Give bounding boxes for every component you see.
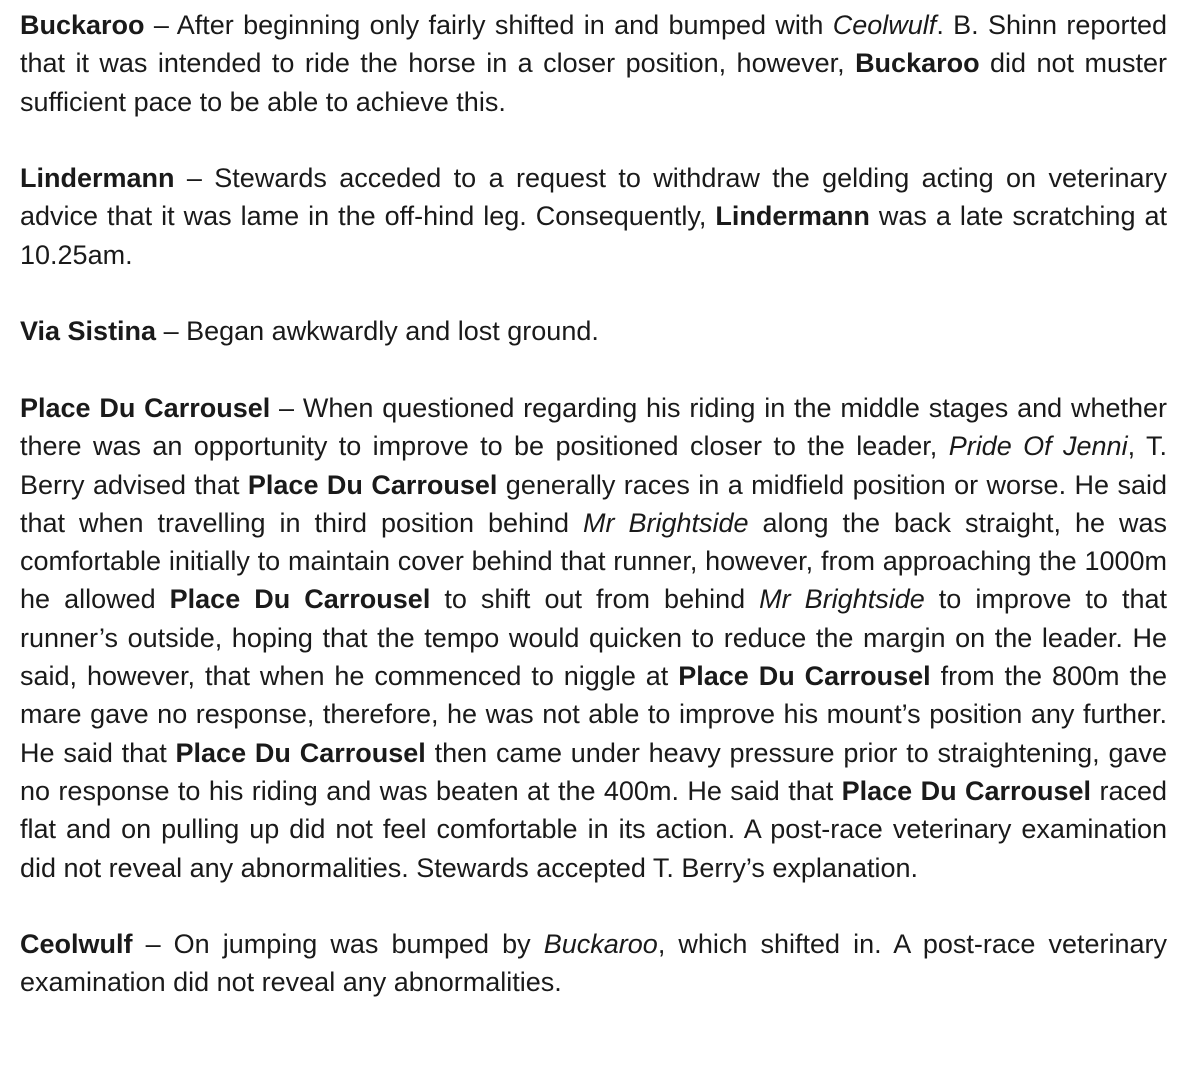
- horse-name: Buckaroo: [855, 48, 980, 79]
- report-text: – After beginning only fairly shifted in and bumped with: [144, 10, 833, 40]
- horse-name: Place Du Carrousel: [841, 775, 1092, 806]
- horse-name: Lindermann: [20, 163, 175, 194]
- paragraph-buckaroo: [20, 6, 1167, 121]
- report-text: from the 800m the mare gave no response, therefore, he was not able to improve his mount’s position any further. He said that: [20, 661, 1167, 768]
- horse-name: Lindermann: [715, 201, 870, 232]
- horse-name: Place Du Carrousel: [20, 392, 271, 423]
- report-text: – Stewards acceded to a request to withdraw the gelding acting on veterinary advice that it was lame in the off-hind leg. Consequently,: [20, 163, 1167, 232]
- referenced-horse-name: Mr Brightside: [759, 584, 925, 615]
- report-text: – On jumping was bumped by: [132, 929, 544, 960]
- horse-name: Place Du Carrousel: [169, 584, 431, 615]
- paragraph-place-du-carrousel: [20, 389, 1167, 887]
- referenced-horse-name: Mr Brightside: [583, 507, 749, 538]
- horse-name: Buckaroo: [20, 10, 145, 40]
- report-text: , T. Berry advised that: [20, 431, 1167, 500]
- report-text: raced flat and on pulling up did not feel comfortable in its action. A post-race veterinary examination did not reveal any abnormalities. Stewards accepted T. Berry’s explanation.: [20, 775, 1167, 883]
- horse-name: Place Du Carrousel: [678, 661, 931, 692]
- report-text: – When questioned regarding his riding in the middle stages and whether there was an opportunity to improve to be positioned closer to the leader,: [20, 392, 1168, 462]
- report-text: generally races in a midfield position or worse. He said that when travelling in third position behind: [20, 469, 1167, 538]
- referenced-horse-name: Buckaroo: [543, 929, 658, 960]
- report-text: to improve to that runner’s outside, hoping that the tempo would quicken to reduce the margin on the leader. He said, however, that when he commenced to niggle at: [20, 584, 1167, 692]
- report-text: was a late scratching at 10.25am.: [20, 201, 1167, 270]
- report-text: , which shifted in. A post-race veterinary examination did not reveal any abnormalities.: [20, 929, 1167, 998]
- paragraph-ceolwulf: [20, 925, 1167, 1002]
- paragraph-lindermann: [20, 159, 1167, 274]
- stewards-report: [20, 6, 1167, 1002]
- horse-name: Place Du Carrousel: [175, 737, 426, 768]
- horse-name: Via Sistina: [20, 316, 157, 347]
- horse-name: Place Du Carrousel: [247, 469, 498, 500]
- referenced-horse-name: Pride Of Jenni: [948, 431, 1128, 462]
- paragraph-via-sistina: [20, 312, 1167, 350]
- report-text: did not muster sufficient pace to be able to achieve this.: [20, 48, 1167, 117]
- horse-name: Ceolwulf: [20, 929, 133, 960]
- report-text: – Began awkwardly and lost ground.: [156, 316, 599, 347]
- report-text: . B. Shinn reported that it was intended to ride the horse in a closer position, however,: [20, 10, 1167, 79]
- referenced-horse-name: Ceolwulf: [832, 10, 937, 40]
- report-text: to shift out from behind: [430, 584, 760, 615]
- report-text: along the back straight, he was comfortable initially to maintain cover behind that runner, however, from approaching the 1000m he allowed: [20, 507, 1168, 615]
- report-text: then came under heavy pressure prior to straightening, gave no response to his riding and was beaten at the 400m. He said that: [20, 737, 1167, 806]
